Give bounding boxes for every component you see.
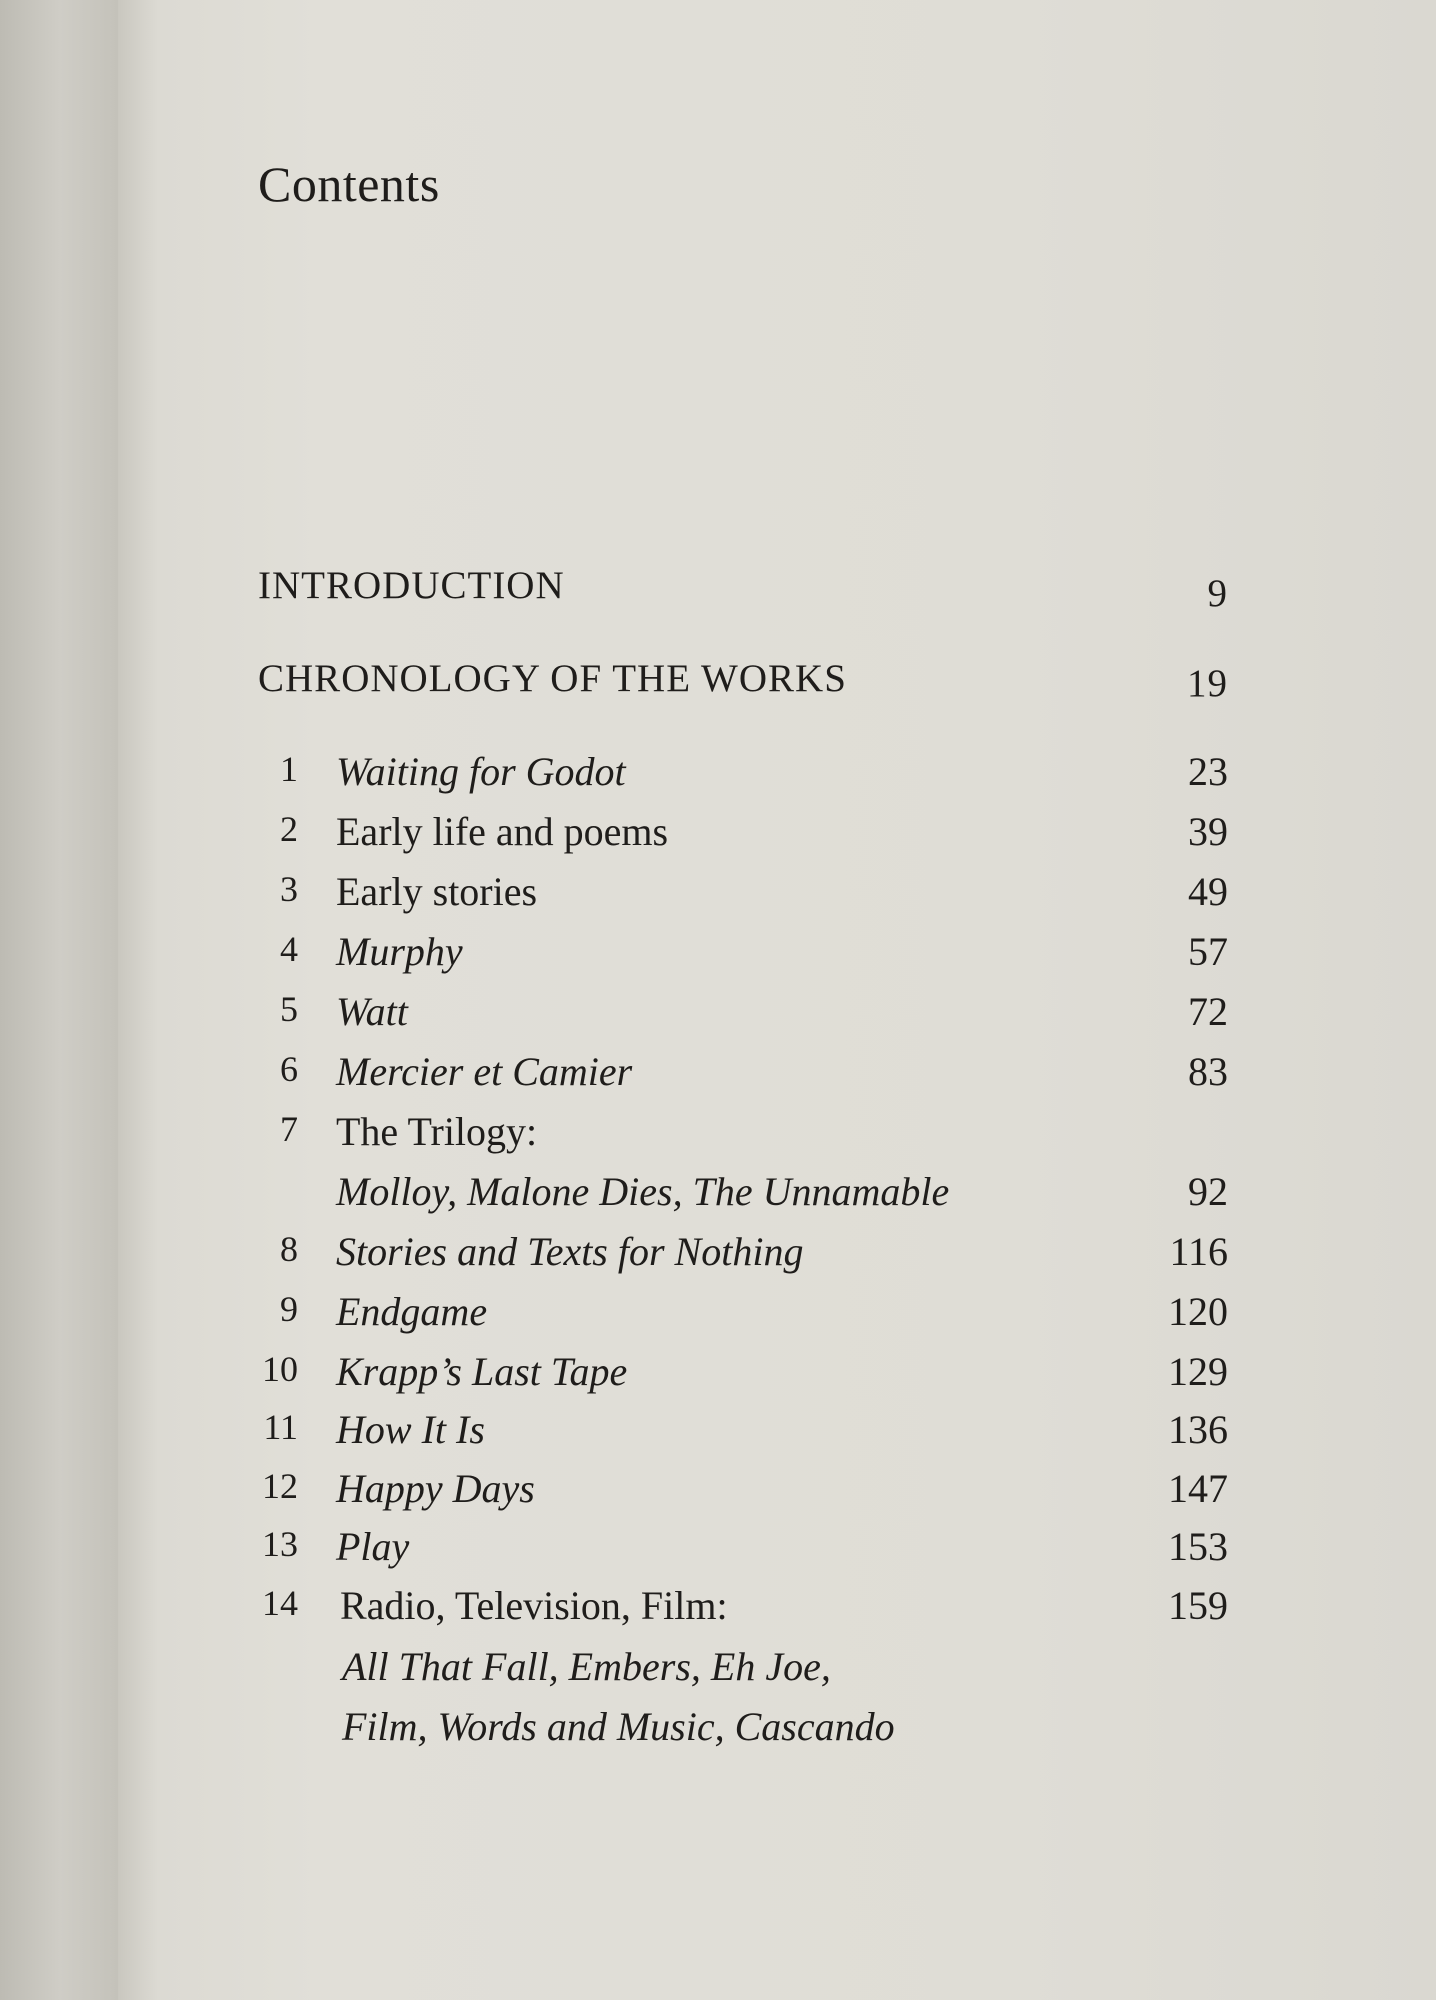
chapter-title: Krapp’s Last Tape	[336, 1349, 628, 1394]
toc-entry-page: 19	[1187, 662, 1228, 705]
toc-entry-label: INTRODUCTION	[258, 564, 565, 607]
chapter-page: 116	[1169, 1229, 1228, 1274]
chapter-title: Watt	[336, 989, 408, 1034]
chapter-row	[258, 868, 1228, 928]
chapter-number: 8	[280, 1229, 298, 1269]
chapter-title: Play	[336, 1524, 410, 1569]
chapter-number: 12	[262, 1466, 298, 1506]
toc-entry-chronology	[258, 656, 1228, 705]
chapter-page: 57	[1188, 929, 1228, 974]
chapter-title: Murphy	[336, 929, 463, 974]
chapter-row	[258, 1348, 1228, 1408]
toc-entry-page: 9	[1207, 572, 1228, 615]
chapter-subtitle-row	[258, 1703, 1228, 1763]
chapter-number: 11	[263, 1407, 298, 1447]
chapter-row	[258, 1406, 1228, 1466]
chapter-number: 1	[280, 749, 298, 789]
chapter-subtitle-row	[258, 1168, 1228, 1228]
chapter-row	[258, 1108, 1228, 1168]
chapter-title: Endgame	[336, 1289, 488, 1334]
chapter-page: 136	[1168, 1407, 1228, 1452]
chapter-row	[258, 928, 1228, 988]
chapter-row	[258, 1582, 1228, 1642]
chapter-title: Early life and poems	[336, 809, 669, 854]
chapter-row	[258, 1048, 1228, 1108]
chapter-subtitle: All That Fall, Embers, Eh Joe,	[342, 1644, 831, 1689]
chapter-title: Mercier et Camier	[336, 1049, 633, 1094]
chapter-title: Radio, Television, Film:	[340, 1583, 728, 1628]
chapter-row	[258, 1228, 1228, 1288]
chapter-number: 6	[280, 1049, 298, 1089]
toc-entry-label: CHRONOLOGY OF THE WORKS	[258, 657, 847, 700]
chapter-row	[258, 1288, 1228, 1348]
book-gutter-shadow	[0, 0, 130, 2000]
chapter-page: 23	[1188, 749, 1228, 794]
chapter-page: 120	[1168, 1289, 1228, 1334]
chapter-title: Stories and Texts for Nothing	[336, 1229, 804, 1274]
chapter-page: 159	[1168, 1583, 1228, 1628]
chapter-row	[258, 1523, 1228, 1583]
chapter-title: Waiting for Godot	[336, 749, 626, 794]
chapter-page: 129	[1168, 1349, 1228, 1394]
chapter-page: 92	[1188, 1169, 1228, 1214]
chapter-number: 3	[280, 869, 298, 909]
chapter-number: 7	[280, 1109, 298, 1149]
chapter-title: Happy Days	[336, 1466, 535, 1511]
chapter-number: 2	[280, 809, 298, 849]
chapter-title: The Trilogy:	[336, 1109, 538, 1154]
chapter-title: How It Is	[336, 1407, 485, 1452]
chapter-page: 83	[1188, 1049, 1228, 1094]
chapter-row	[258, 988, 1228, 1048]
chapter-row	[258, 1465, 1228, 1525]
chapter-row	[258, 748, 1228, 808]
chapter-subtitle-row	[258, 1643, 1228, 1703]
chapter-page: 72	[1188, 989, 1228, 1034]
chapter-row	[258, 808, 1228, 868]
chapter-page: 49	[1188, 869, 1228, 914]
chapter-number: 4	[280, 929, 298, 969]
chapter-page: 147	[1168, 1466, 1228, 1511]
chapter-subtitle: Film, Words and Music, Cascando	[342, 1704, 895, 1749]
chapter-number: 10	[262, 1349, 298, 1389]
chapter-title: Early stories	[336, 869, 538, 914]
page-title: Contents	[258, 156, 440, 212]
chapter-page: 153	[1168, 1524, 1228, 1569]
toc-entry-introduction	[258, 563, 1228, 615]
chapter-number: 13	[262, 1524, 298, 1564]
chapter-subtitle: Molloy, Malone Dies, The Unnamable	[336, 1169, 950, 1214]
chapter-number: 5	[280, 989, 298, 1029]
chapter-number: 9	[280, 1289, 298, 1329]
chapter-number: 14	[262, 1583, 298, 1623]
chapter-page: 39	[1188, 809, 1228, 854]
